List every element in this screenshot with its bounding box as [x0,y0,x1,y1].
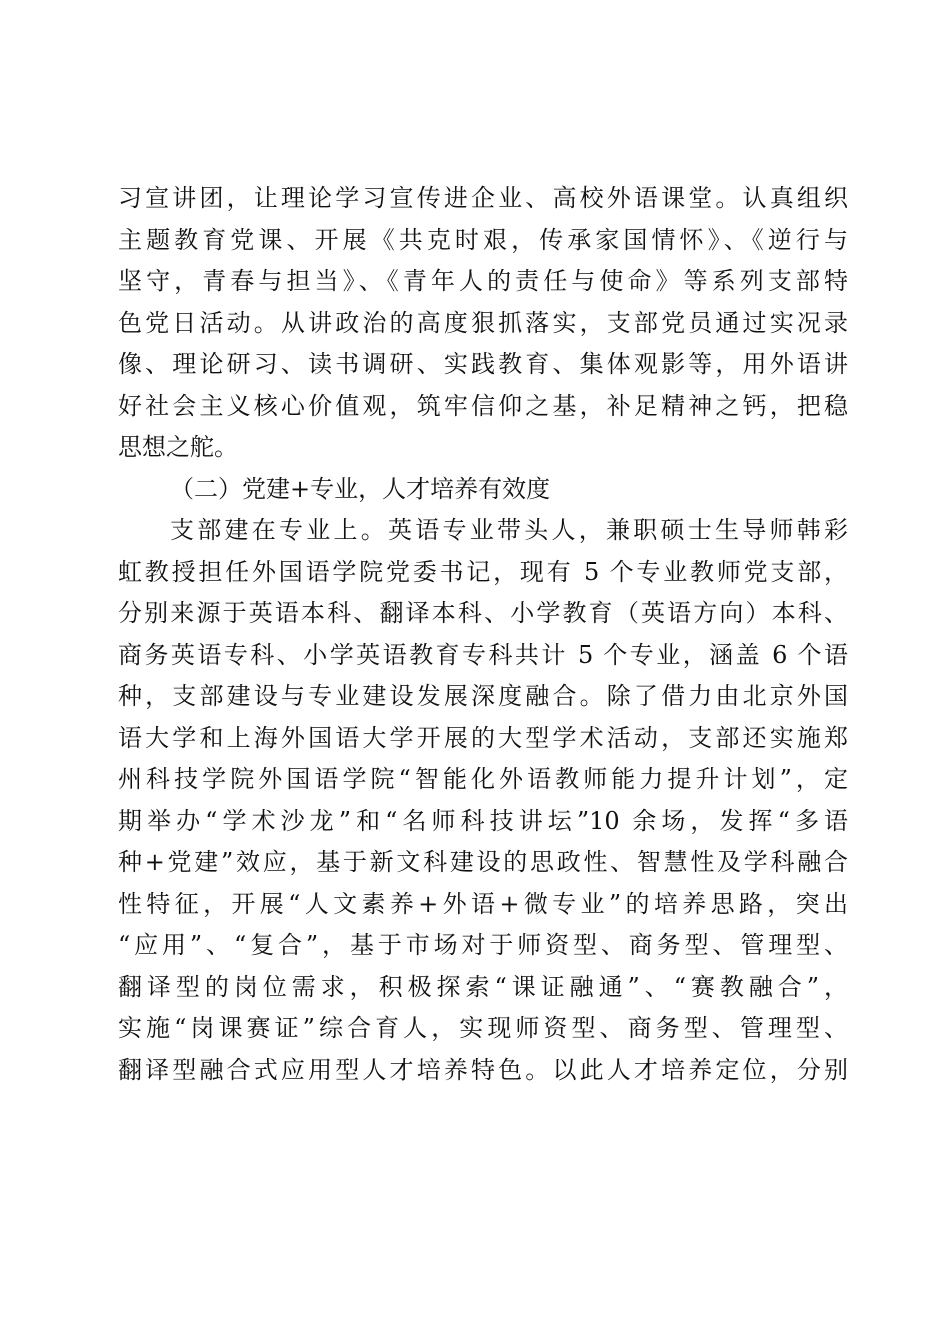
text-line: 翻译型融合式应用型人才培养特色。以此人才培养定位，分别 [118,1055,848,1084]
text-line: 州科技学院外国语学院“智能化外语教师能力提升计划”，定 [118,765,848,793]
text-line: 翻译型的岗位需求，积极探索“课证融通”、“赛教融合”， [118,972,848,1001]
text-line: 期举办“学术沙龙”和“名师科技讲坛”10 余场，发挥“多语 [118,806,848,835]
text-line: 种，支部建设与专业建设发展深度融合。除了借力由北京外国 [118,682,848,710]
text-line: 像、理论研习、读书调研、实践教育、集体观影等，用外语讲 [118,350,848,378]
section-heading: （二）党建+专业，人才培养有效度 [170,474,551,503]
text-line: 实施“岗课赛证”综合育人，实现师资型、商务型、管理型、 [118,1014,848,1042]
text-line: 性特征，开展“人文素养+外语+微专业”的培养思路，突出 [118,889,848,918]
text-line: 支部建在专业上。英语专业带头人，兼职硕士生导师韩彩 [170,516,848,544]
text-line: 主题教育党课、开展《共克时艰，传承家国情怀》、《逆行与 [118,225,848,254]
text-line: 好社会主义核心价值观，筑牢信仰之基，补足精神之钙，把稳 [118,391,848,420]
text-line: 语大学和上海外国语大学开展的大型学术活动，支部还实施郑 [118,723,848,752]
text-line: 色党日活动。从讲政治的高度狠抓落实，支部党员通过实况录 [118,308,848,337]
text-line: 虹教授担任外国语学院党委书记，现有 5 个专业教师党支部， [118,557,848,586]
text-line: 坚守，青春与担当》、《青年人的责任与使命》等系列支部特 [118,267,848,295]
text-line: 思想之舵。 [118,433,238,461]
body-text [118,178,848,1091]
text-line: 种+党建”效应，基于新文科建设的思政性、智慧性及学科融合 [118,848,848,876]
text-line: 习宣讲团，让理论学习宣传进企业、高校外语课堂。认真组织 [118,184,848,212]
text-line: “应用”、“复合”，基于市场对于师资型、商务型、管理型、 [118,931,848,959]
text-line: 商务英语专科、小学英语教育专科共计 5 个专业，涵盖 6 个语 [118,640,848,669]
text-line: 分别来源于英语本科、翻译本科、小学教育（英语方向）本科、 [118,599,848,627]
